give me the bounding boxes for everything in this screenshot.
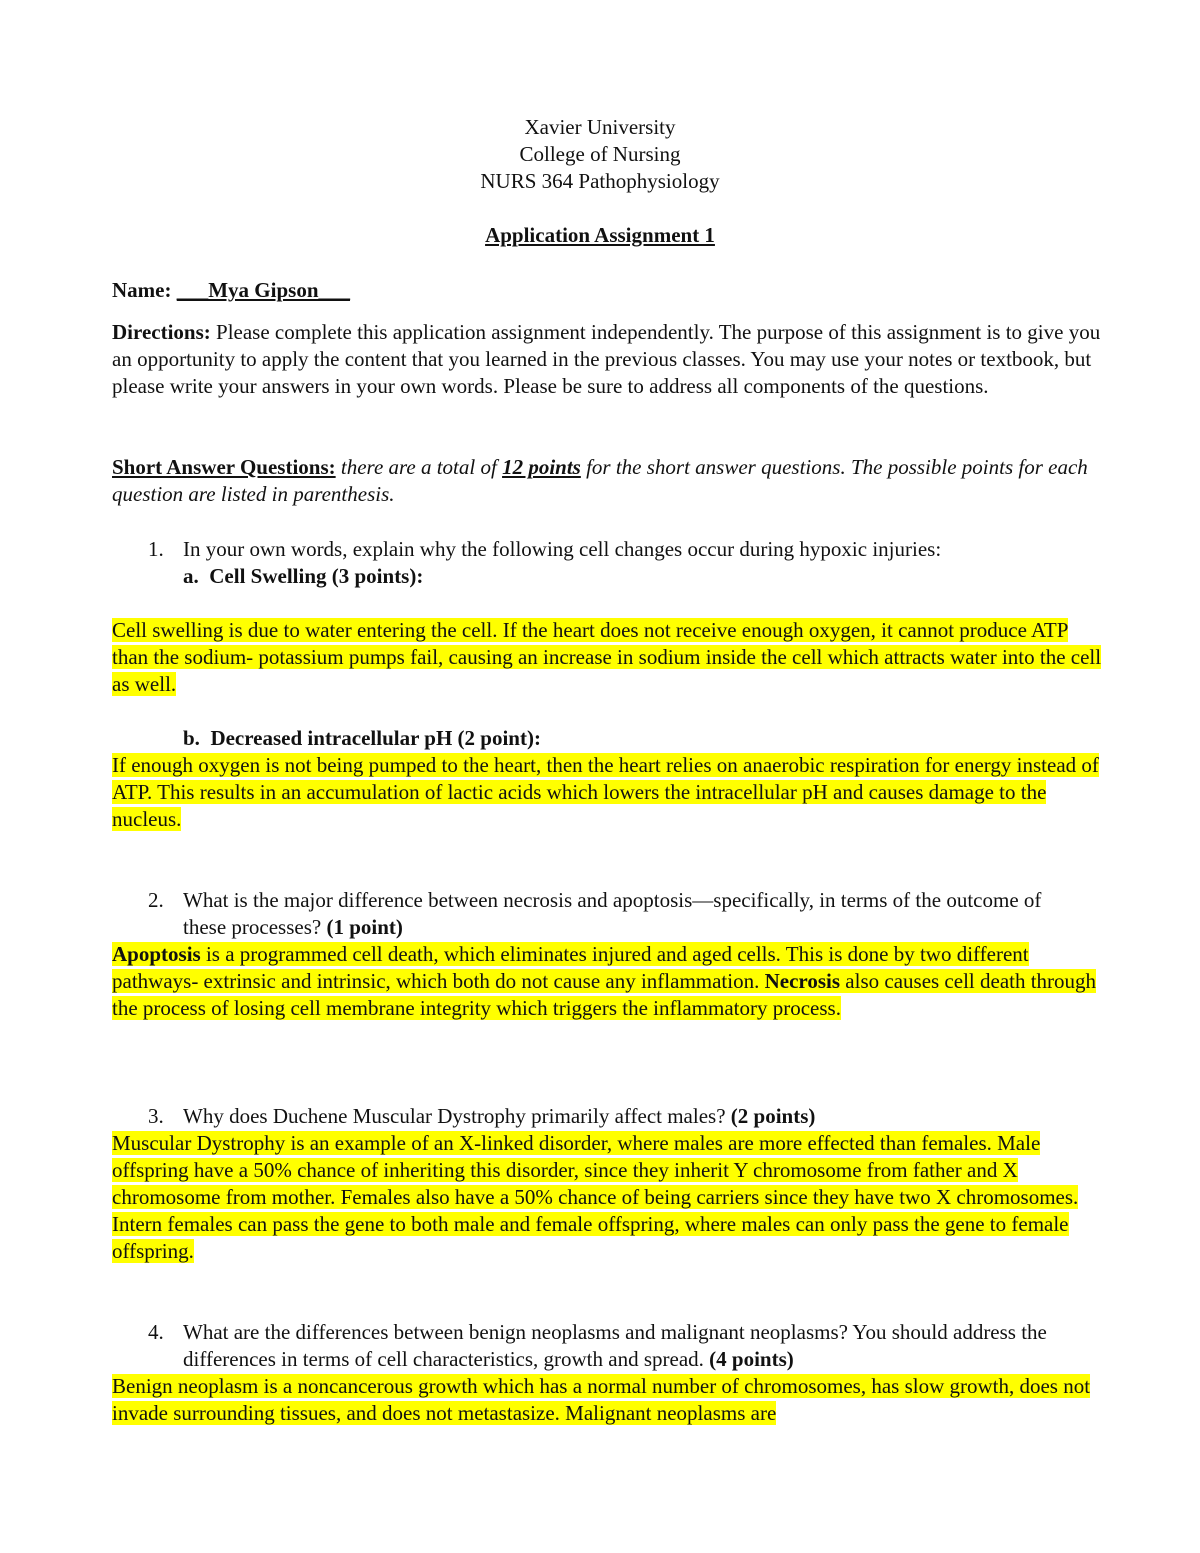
question-2-number: 2. — [148, 888, 164, 912]
q1b-text: Decreased intracellular pH (2 point): — [210, 726, 541, 750]
question-3-number: 3. — [148, 1104, 164, 1128]
q3-text: Why does Duchene Muscular Dystrophy primarily affect males? — [183, 1104, 731, 1128]
necrosis-term: Necrosis — [764, 969, 841, 993]
university-name: Xavier University — [524, 115, 676, 139]
college-name: College of Nursing — [519, 142, 681, 166]
q2-points: (1 point) — [326, 915, 403, 939]
answer-4-text: Benign neoplasm is a noncancerous growth which has a normal number of chromosomes, has slow growth, does not invade surrounding tissues, and does not metastasize. Malignant neoplasms are — [112, 1374, 1091, 1425]
q1a-letter: a. — [183, 564, 199, 588]
q1b-letter: b. — [183, 726, 200, 750]
directions-paragraph — [112, 319, 1102, 400]
answer-1b-text: If enough oxygen is not being pumped to the heart, then the heart relies on anaerobic respiration for energy instead of ATP. This results in an accumulation of lactic acids which lowers the intracellular pH and causes damage to the nucleus. — [112, 753, 1099, 831]
short-answer-post: for the short answer questions. The possible points for each question are listed in parenthesis. — [112, 455, 1088, 506]
name-label: Name: — [112, 278, 172, 302]
answer-1a — [112, 617, 1102, 698]
question-1a-label — [183, 563, 423, 590]
q1a-text: Cell Swelling (3 points): — [209, 564, 424, 588]
student-name: ___Mya Gipson___ — [176, 278, 351, 302]
q2-text: What is the major difference between necrosis and apoptosis—specifically, in terms of the outcome of these processes? — [183, 888, 1042, 939]
apoptosis-term: Apoptosis — [112, 942, 201, 966]
question-4-number: 4. — [148, 1320, 164, 1344]
short-answer-label: Short Answer Questions: — [112, 455, 336, 479]
question-1b-label — [183, 725, 541, 752]
answer-2-part1: is a programmed cell death, which eliminates injured and aged cells. This is done by two different pathways- extrinsic and intrinsic, which both do not cause any inflammation. — [112, 942, 1029, 993]
directions-text: Please complete this application assignment independently. The purpose of this assignment is to give you an opportunity to apply the content that you learned in the previous classes. You may use your notes or textbook, but please write your answers in your own words. Please be sure to address all components of the questions. — [112, 320, 1101, 398]
answer-2 — [112, 941, 1102, 1022]
directions-label: Directions: — [112, 320, 211, 344]
answer-1b — [112, 752, 1102, 833]
answer-3 — [112, 1130, 1102, 1265]
question-4-text — [183, 1319, 1063, 1373]
assignment-title — [0, 222, 1200, 249]
total-points: 12 points — [502, 455, 581, 479]
short-answer-intro — [112, 454, 1102, 508]
question-1-text: In your own words, explain why the following cell changes occur during hypoxic injuries: — [183, 537, 942, 561]
question-1-number: 1. — [148, 537, 164, 561]
answer-1a-text: Cell swelling is due to water entering the cell. If the heart does not receive enough oxygen, it cannot produce ATP than the sodium- potassium pumps fail, causing an increase in sodium inside the cell which attracts water into the cell as well. — [112, 618, 1102, 696]
q4-text: What are the differences between benign neoplasms and malignant neoplasms? You should address the differences in terms of cell characteristics, growth and spread. — [183, 1320, 1047, 1371]
course-name: NURS 364 Pathophysiology — [480, 169, 720, 193]
assignment-title-text: Application Assignment 1 — [485, 223, 715, 247]
q4-points: (4 points) — [709, 1347, 794, 1371]
short-answer-pre: there are a total of — [335, 455, 503, 479]
q3-points: (2 points) — [730, 1104, 816, 1128]
answer-2-part2: also causes cell death through the process of losing cell membrane integrity which triggers the inflammatory process. — [112, 969, 1097, 1020]
answer-4 — [112, 1373, 1102, 1427]
answer-3-text: Muscular Dystrophy is an example of an X-linked disorder, where males are more effected than females. Male offspring have a 50% chance of inheriting this disorder, since they inherit Y chromosome from father and X chromosome from mother. Females also have a 50% chance of being carriers since they have two X chromosomes. Intern females can pass the gene to both male and female offspring, where males can only pass the gene to female offspring. — [112, 1131, 1079, 1263]
question-3-text — [183, 1103, 1063, 1130]
question-2-text — [183, 887, 1063, 941]
student-name-line — [112, 277, 1102, 304]
